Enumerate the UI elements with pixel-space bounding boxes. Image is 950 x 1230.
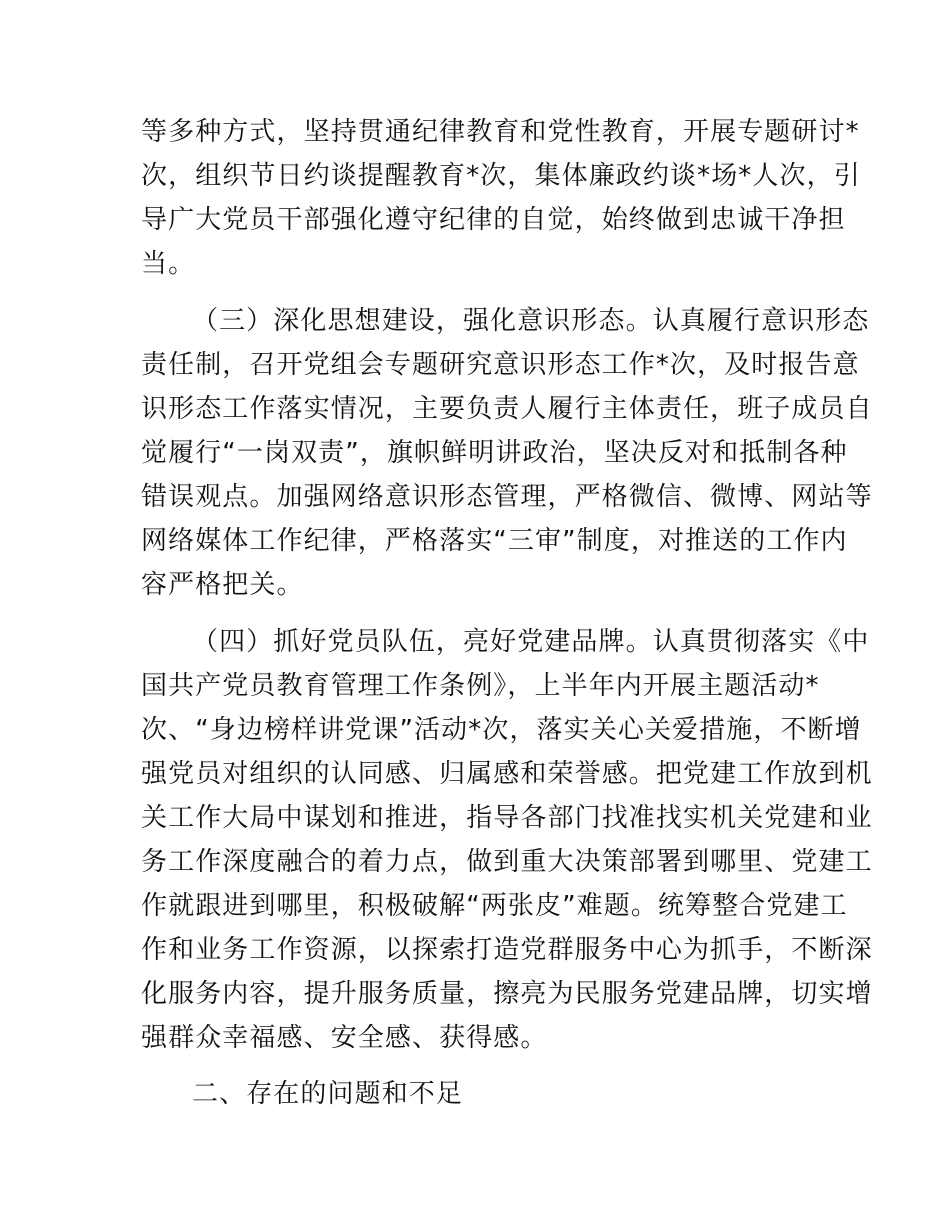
paragraph-2-line-5: 错误观点。加强网络意识形态管理，严格微信、微博、网站等 <box>141 482 873 512</box>
paragraph-3-line-5: 关工作大局中谋划和推进，指导各部门找准找实机关党建和业 <box>141 803 873 833</box>
paragraph-3-line-4: 强党员对组织的认同感、归属感和荣誉感。把党建工作放到机 <box>141 759 873 789</box>
paragraph-2-line-6: 网络媒体工作纪律，严格落实“三审”制度，对推送的工作内 <box>141 526 848 556</box>
paragraph-3-line-9: 化服务内容，提升服务质量，擦亮为民服务党建品牌，切实增 <box>141 979 873 1009</box>
paragraph-2-line-2: 责任制，召开党组会专题研究意识形态工作*次，及时报告意 <box>141 350 860 380</box>
paragraph-3-line-8: 作和业务工作资源，以探索打造党群服务中心为抓手，不断深 <box>141 935 873 965</box>
paragraph-1-line-3: 导广大党员干部强化遵守纪律的自觉，始终做到忠诚干净担 <box>141 205 846 235</box>
paragraph-2-line-4: 觉履行“一岗双责”，旗帜鲜明讲政治，坚决反对和抵制各种 <box>141 438 848 468</box>
section-heading: 二、存在的问题和不足 <box>192 1079 464 1109</box>
paragraph-2-line-1: （三）深化思想建设，强化意识形态。认真履行意识形态 <box>192 306 870 336</box>
paragraph-2-line-3: 识形态工作落实情况，主要负责人履行主体责任，班子成员自 <box>141 394 873 424</box>
paragraph-1-line-2: 次，组织节日约谈提醒教育*次，集体廉政约谈*场*人次，引 <box>141 161 861 191</box>
paragraph-2-line-7: 容严格把关。 <box>141 570 304 600</box>
paragraph-1-line-1: 等多种方式，坚持贯通纪律教育和党性教育，开展专题研讨* <box>141 117 860 147</box>
paragraph-3-line-6: 务工作深度融合的着力点，做到重大决策部署到哪里、党建工 <box>141 847 873 877</box>
paragraph-3-line-3: 次、“身边榜样讲党课”活动*次，落实关心关爱措施，不断增 <box>141 715 862 745</box>
paragraph-3-line-10: 强群众幸福感、安全感、获得感。 <box>141 1023 548 1053</box>
paragraph-3-line-2: 国共产党员教育管理工作条例》，上半年内开展主题活动* <box>141 671 820 701</box>
paragraph-1-line-4: 当。 <box>141 249 196 279</box>
paragraph-3-line-1: （四）抓好党员队伍，亮好党建品牌。认真贯彻落实《中 <box>192 627 870 657</box>
paragraph-3-line-7: 作就跟进到哪里，积极破解“两张皮”难题。统筹整合党建工 <box>141 891 848 921</box>
